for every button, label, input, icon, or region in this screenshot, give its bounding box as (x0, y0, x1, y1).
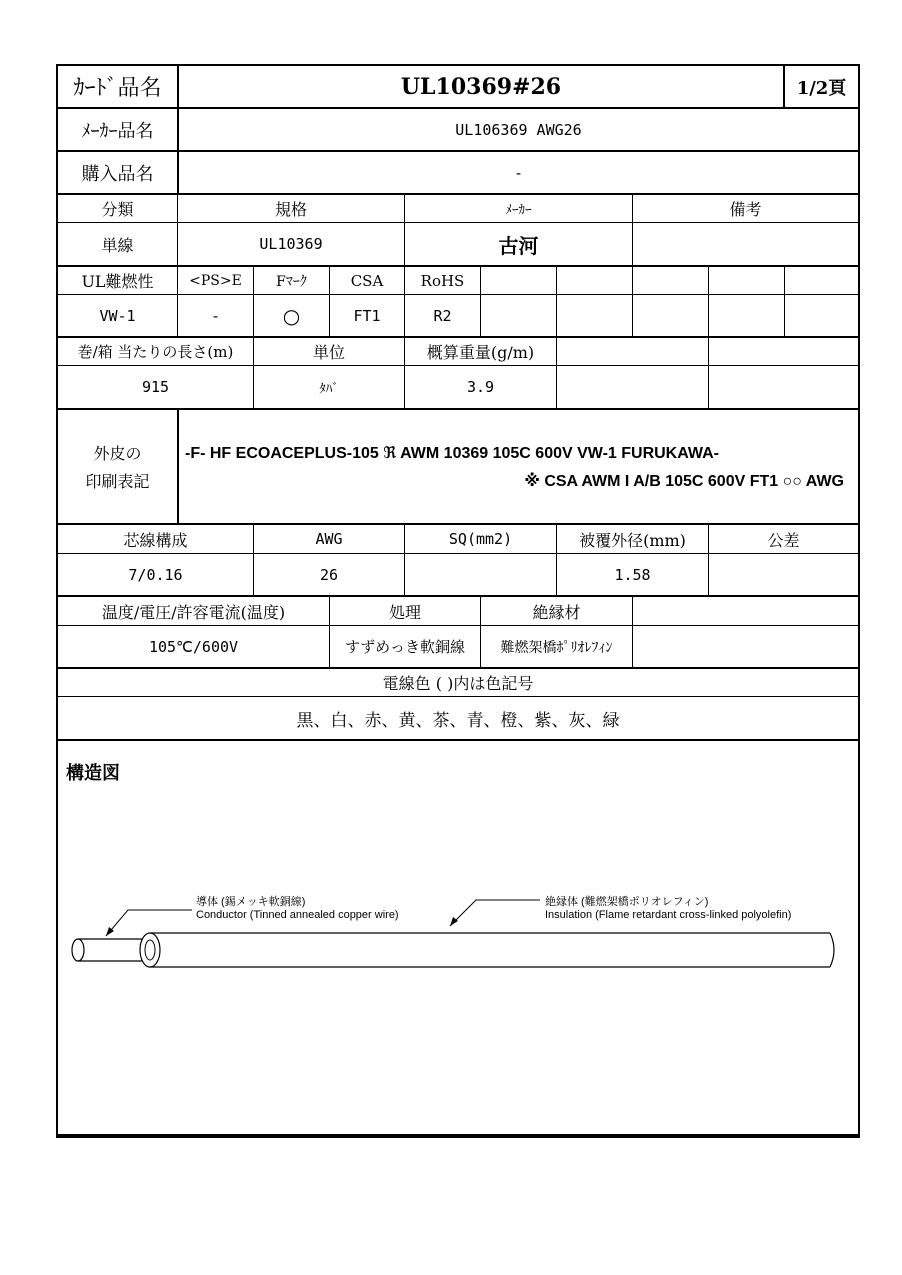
length-value: 915 (141, 378, 170, 396)
purchase-name-label: 購入品名 (81, 163, 154, 185)
col-divider (480, 265, 481, 337)
tolerance-label: 公差 (767, 530, 800, 550)
conductor-structure-label: 芯線構成 (123, 530, 188, 550)
maker-label: ﾒｰｶｰ (505, 203, 532, 218)
unit-value: ﾀﾊﾞ (319, 381, 339, 397)
row-divider (56, 739, 860, 741)
weight-label: 概算重量(g/m) (426, 343, 535, 362)
treatment-label: 処理 (388, 602, 421, 622)
standard-value: UL10369 (259, 235, 323, 253)
insulation-annotation-en: Insulation (Flame retardant cross-linked polyolefin) (545, 909, 792, 921)
maker-name-label: ﾒｰｶｰ品名 (81, 120, 154, 142)
pse-label: <PS>E (189, 272, 242, 289)
col-divider (556, 336, 557, 409)
wire-color-label: 電線色 ( )内は色記号 (382, 674, 534, 693)
col-divider (556, 265, 557, 337)
ul-flame-label: UL難燃性 (81, 272, 154, 291)
printing-text-line1: -F- HF ECOACEPLUS-105 ℜ AWM 10369 105C 600V VW-1 FURUKAWA- (185, 445, 719, 462)
conductor-annotation-jp: 導体 (錫メッキ軟銅線) (196, 896, 306, 908)
unit-label: 単位 (312, 343, 345, 362)
treatment-value: すずめっき軟銅線 (344, 638, 465, 656)
sq-label: SQ(mm2) (448, 530, 513, 548)
maker-value: 古河 (498, 233, 539, 258)
page-number: 1/2頁 (796, 77, 847, 99)
fmark-value: ○ (282, 303, 301, 328)
insulation-annotation-jp: 絶縁体 (難燃架橋ポリオレフィン) (545, 896, 709, 908)
rohs-label: RoHS (420, 271, 465, 290)
wire-color-list: 黒、白、赤、黄、茶、青、橙、紫、灰、緑 (296, 710, 620, 731)
insulation-leader-arrow (450, 900, 540, 926)
cable-structure-diagram (58, 880, 858, 990)
col-divider (784, 265, 785, 337)
insulation-value: 難燃架橋ﾎﾟﾘｵﾚﾌｨﾝ (500, 639, 613, 656)
outer-diameter-value: 1.58 (614, 565, 651, 584)
tolerance-value (709, 554, 858, 595)
printing-label-line1: 外皮の (93, 443, 142, 463)
maker-name-value: UL106369 AWG26 (455, 120, 582, 139)
card-name-label: ｶｰﾄﾞ品名 (73, 76, 162, 101)
classification-value: 単線 (101, 235, 134, 255)
temp-voltage-value: 105℃/600V (148, 637, 239, 656)
standard-label: 規格 (274, 200, 307, 219)
awg-value: 26 (319, 565, 339, 584)
outer-diameter-label: 被覆外径(mm) (579, 530, 686, 550)
printing-text-line2: ※ CSA AWM I A/B 105C 600V FT1 ○○ AWG (524, 473, 844, 490)
col-divider (177, 408, 179, 524)
length-per-roll-label: 巻/箱 当たりの長さ(m) (77, 343, 234, 361)
insulation-label: 絶縁材 (532, 602, 581, 622)
awg-label: AWG (315, 530, 343, 548)
fmark-label: Fﾏｰｸ (276, 273, 307, 290)
temp-voltage-label: 温度/電圧/許容電流(温度) (101, 602, 286, 622)
classification-label: 分類 (101, 200, 134, 219)
conductor-annotation-en: Conductor (Tinned annealed copper wire) (196, 909, 399, 921)
remarks-label: 備考 (729, 200, 762, 219)
col-divider (708, 336, 709, 409)
weight-value: 3.9 (466, 378, 495, 396)
csa-label: CSA (350, 271, 384, 290)
sq-value (405, 554, 556, 595)
insulation-drawing (140, 933, 834, 967)
col-divider (632, 595, 633, 668)
conductor-drawing (72, 939, 150, 961)
remarks-value (633, 223, 858, 265)
csa-value: FT1 (353, 306, 381, 325)
card-name-value: UL10369#26 (400, 73, 562, 100)
conductor-leader-arrow (106, 910, 192, 936)
pse-value: - (210, 306, 221, 325)
purchase-name-value: - (513, 163, 524, 182)
conductor-structure-value: 7/0.16 (128, 565, 183, 584)
rohs-value: R2 (433, 306, 452, 325)
structure-diagram-title: 構造図 (66, 763, 120, 784)
printing-label-line2: 印刷表記 (85, 471, 150, 491)
col-divider (708, 265, 709, 337)
ul-flame-value: VW-1 (99, 306, 136, 325)
